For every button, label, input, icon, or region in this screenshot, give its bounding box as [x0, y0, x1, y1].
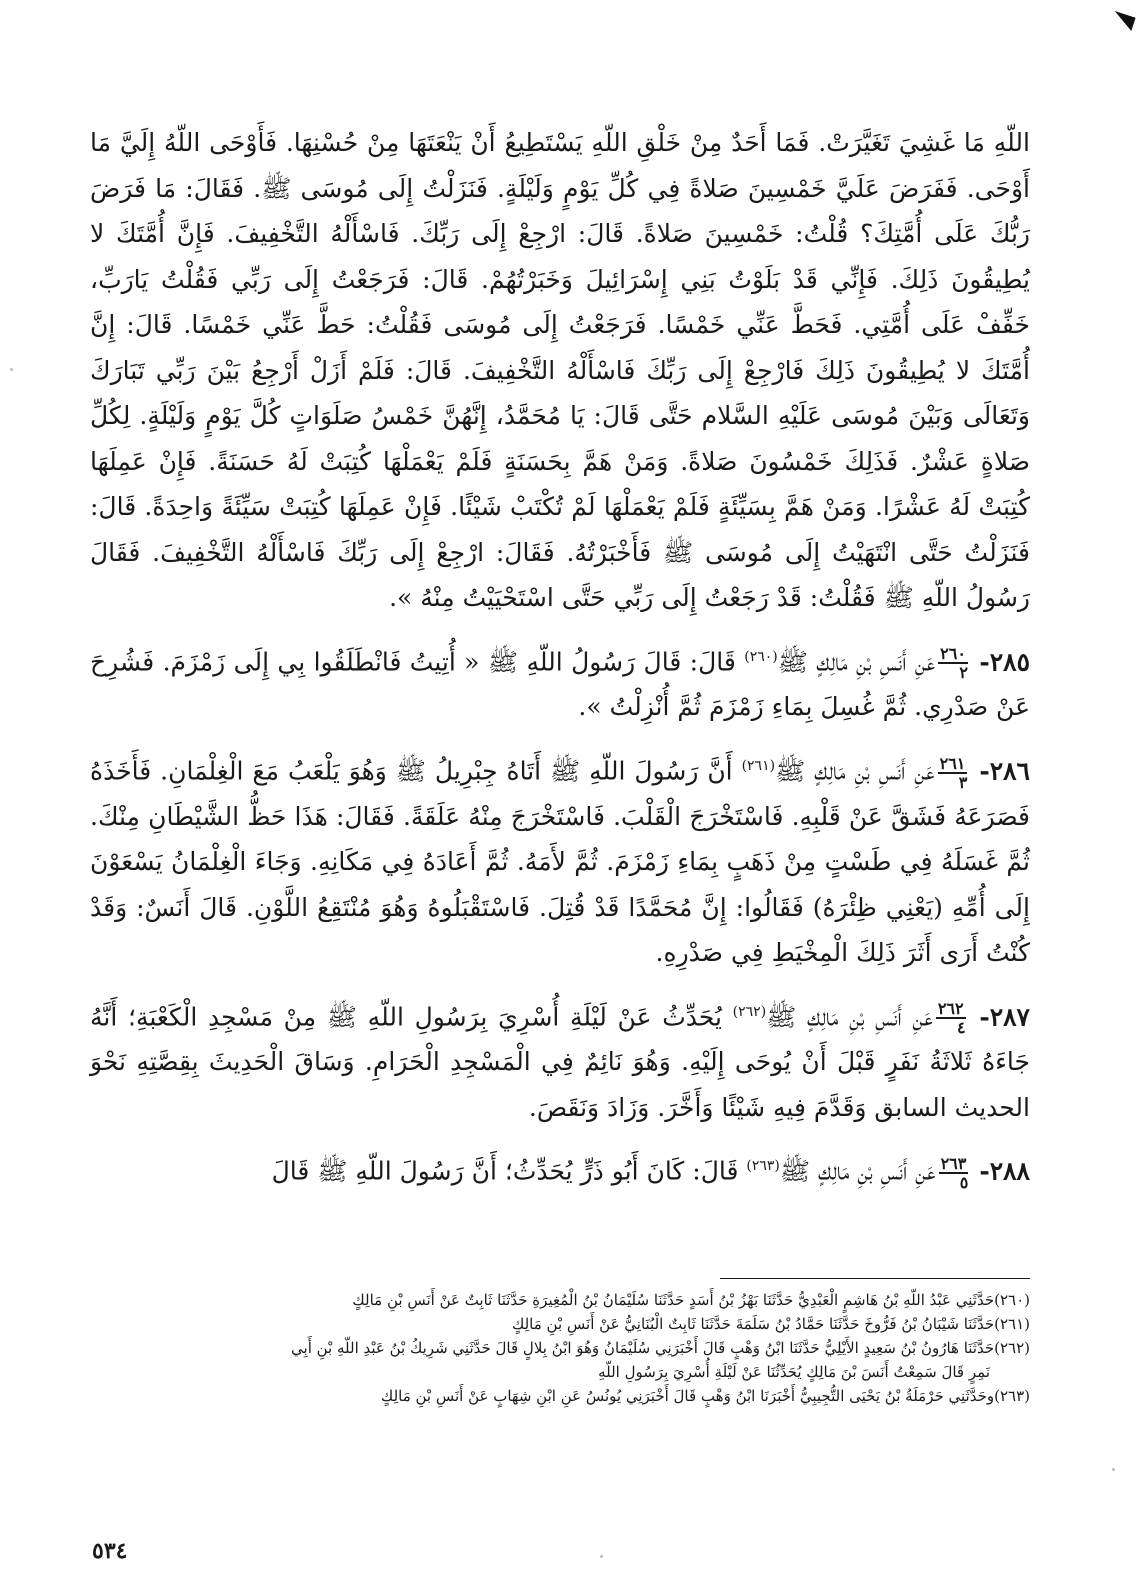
hadith-narrator: عَنِ أَنَسِ بْنِ مَالِكٍ ﷺ [779, 1156, 936, 1186]
hadith-285 [90, 635, 1030, 730]
footnote-262: (٢٦٢)حَدَّثَنَا هَارُونُ بْنُ سَعِيدٍ الأَيْلِيُّ حَدَّثَنَا ابْنُ وَهْبٍ قَالَ أَخْبَرَنِي سُلَيْمَانُ وَهُوَ ابْنُ بِلالٍ قَالَ حَدَّثَنِي شَرِيكُ بْنُ عَبْدِ اللّهِ بْنِ أَبِي [291, 1339, 1030, 1357]
hadith-fraction: $\frac{٢٦٣}{٥}$ [940, 1154, 969, 1193]
hadith-fraction: $\frac{٢٦٢}{٤}$ [937, 999, 966, 1038]
hadith-text: قَالَ: قَالَ رَسُولُ اللّهِ ﷺ « أُتِيتُ فَانْطَلَقُوا بِي إِلَى زَمْزَمَ. فَشُرِحَ عَنْ صَدْرِي. ثُمَّ غُسِلَ بِمَاءِ زَمْزَمَ ثُمَّ أُنْزِلْتُ ». [90, 646, 1030, 722]
page-number: ٥٣٤ [92, 1538, 128, 1564]
hadith-number: ٢٨٦- [979, 756, 1030, 786]
hadith-narrator: عَنِ أَنَسِ بْنِ مَالِكٍ ﷺ [775, 756, 935, 786]
hadith-287 [90, 990, 1030, 1131]
hadith-text: قَالَ: كَانَ أَبُو ذَرٍّ يُحَدِّثُ؛ أَنَّ رَسُولَ اللّهِ ﷺ قَالَ [271, 1156, 739, 1186]
footnote-260: (٢٦٠)حَدَّثَنِي عَبْدُ اللّهِ بْنُ هَاشِمٍ الْعَبْدِيُّ حَدَّثَنَا بَهْزُ بْنُ أَسَدٍ حَدَّثَنَا سُلَيْمَانُ بْنُ الْمُغِيرَةِ حَدَّثَنَا ثَابِتٌ عَنْ أَنَسِ بْنِ مَالِكٍ [352, 1291, 1030, 1309]
hadith-fraction: $\frac{٢٦١}{٣}$ [939, 753, 968, 792]
footnote-divider [720, 1278, 1030, 1279]
page-body [90, 120, 1030, 1208]
footnote-262-continuation: نَمِرٍ قَالَ سَمِعْتُ أَنَسَ بْنَ مَالِكٍ يُحَدِّثُنَا عَنْ لَيْلَةِ أُسْرِيَ بِرَسُولِ اللّهِ [598, 1363, 990, 1381]
footnote-ref: (٢٦٠) [744, 648, 778, 665]
footnote-ref: (٢٦١) [741, 757, 776, 774]
margin-dot [600, 1555, 603, 1558]
margin-dot [10, 368, 13, 371]
hadith-text: يُحَدِّثُ عَنْ لَيْلَةِ أُسْرِيَ بِرَسُولِ اللّهِ ﷺ مِنْ مَسْجِدِ الْكَعْبَةِ؛ أَنَّهُ جَاءَهُ ثَلاثَةُ نَفَرٍ قَبْلَ أَنْ يُوحَى إِلَيْهِ. وَهُوَ نَائِمٌ فِي الْمَسْجِدِ الْحَرَامِ. وَسَاقَ الْحَدِيثَ بِقِصَّتِهِ نَحْوَ الحديث السابق وَقَدَّمَ فِيهِ شَيْئًا وَأَخَّرَ. وَزَادَ وَنَقَصَ. [90, 1001, 1030, 1122]
footnote-261: (٢٦١)حَدَّثَنَا شَيْبَانُ بْنُ فَرُّوخَ حَدَّثَنَا حَمَّادُ بْنُ سَلَمَةَ حَدَّثَنَا ثَابِتٌ الْبُنَانِيُّ عَنْ أَنَسِ بْنِ مَالِكٍ [511, 1315, 1030, 1333]
hadith-286 [90, 744, 1030, 976]
footnote-ref: (٢٦٣) [746, 1158, 780, 1175]
hadith-number: ٢٨٧- [979, 1001, 1030, 1031]
footnote-263: (٢٦٣)وحَدَّثَنِي حَرْمَلَةُ بْنُ يَحْيَى التُّجِيبِيُّ أَخْبَرَنَا ابْنُ وَهْبٍ قَالَ أَخْبَرَنِي يُونُسُ عَنِ ابْنِ شِهَابٍ عَنْ أَنَسِ بْنِ مَالِكٍ [380, 1387, 1030, 1405]
hadith-number: ٢٨٨- [979, 1156, 1030, 1186]
footnotes [90, 1288, 1030, 1408]
hadith-narrator: عَنِ أَنَسِ بْنِ مَالِكٍ ﷺ [777, 646, 936, 676]
corner-mark [1110, 11, 1135, 31]
paragraph-text: اللّهِ مَا غَشِيَ تَغَيَّرَتْ. فَمَا أَحَدٌ مِنْ خَلْقِ اللّهِ يَسْتَطِيعُ أَنْ يَنْعَتَهَا مِنْ حُسْنِهَا. فَأَوْحَى اللّهُ إِلَيَّ مَا أَوْحَى. فَفَرَضَ عَلَيَّ خَمْسِينَ صَلاةً فِي كُلِّ يَوْمٍ وَلَيْلَةٍ. فَنَزَلْتُ إِلَى مُوسَى ﷺ. فَقَالَ: مَا فَرَضَ رَبُّكَ عَلَى أُمَّتِكَ؟ قُلْتُ: خَمْسِينَ صَلاةً. قَالَ: ارْجِعْ إِلَى رَبِّكَ. فَاسْأَلْهُ التَّخْفِيفَ. فَإِنَّ أُمَّتَكَ لا يُطِيقُونَ ذَلِكَ. فَإِنِّي قَدْ بَلَوْتُ بَنِي إِسْرَائِيلَ وَخَبَرْتُهُمْ. قَالَ: فَرَجَعْتُ إِلَى رَبِّي فَقُلْتُ يَارَبِّ، خَفِّفْ عَلَى أُمَّتِي. فَحَطَّ عَنِّي خَمْسًا. فَرَجَعْتُ إِلَى مُوسَى فَقُلْتُ: حَطَّ عَنِّي خَمْسًا. قَالَ: إِنَّ أُمَّتَكَ لا يُطِيقُونَ ذَلِكَ فَارْجِعْ إِلَى رَبِّكَ فَاسْأَلْهُ التَّخْفِيفَ. قَالَ: فَلَمْ أَزَلْ أَرْجِعُ بَيْنَ رَبِّي تَبَارَكَ وَتَعَالَى وَبَيْنَ مُوسَى عَلَيْهِ السَّلام حَتَّى قَالَ: يَا مُحَمَّدُ، إِنَّهُنَّ خَمْسُ صَلَوَاتٍ كُلَّ يَوْمٍ وَلَيْلَةٍ. لِكُلِّ صَلاةٍ عَشْرٌ. فَذَلِكَ خَمْسُونَ صَلاةً. وَمَنْ هَمَّ بِحَسَنَةٍ فَلَمْ يَعْمَلْهَا كُتِبَتْ لَهُ حَسَنَةً. فَإِنْ عَمِلَهَا كُتِبَتْ لَهُ عَشْرًا. وَمَنْ هَمَّ بِسَيِّئَةٍ فَلَمْ يَعْمَلْهَا لَمْ تُكْتَبْ شَيْئًا. فَإِنْ عَمِلَهَا كُتِبَتْ سَيِّئَةً وَاحِدَةً. قَالَ: فَنَزَلْتُ حَتَّى انْتَهَيْتُ إِلَى مُوسَى ﷺ فَأَخْبَرْتُهُ. فَقَالَ: ارْجِعْ إِلَى رَبِّكَ فَاسْأَلْهُ التَّخْفِيفَ. فَقَالَ رَسُولُ اللّهِ ﷺ فَقُلْتُ: قَدْ رَجَعْتُ إِلَى رَبِّي حَتَّى اسْتَحْيَيْتُ مِنْهُ ». [90, 128, 1030, 612]
hadith-fraction: $\frac{٢٦٠}{٢}$ [940, 644, 968, 683]
hadith-288 [90, 1144, 1030, 1194]
footnote-ref: (٢٦٢) [732, 1003, 767, 1020]
paragraph-continuation [90, 120, 1030, 621]
hadith-number: ٢٨٥- [979, 646, 1031, 676]
hadith-text: أَنَّ رَسُولَ اللّهِ ﷺ أَتَاهُ جِبْرِيلُ ﷺ وَهُوَ يَلْعَبُ مَعَ الْغِلْمَانِ. فَأَخَذَهُ فَصَرَعَهُ فَشَقَّ عَنْ قَلْبِهِ. فَاسْتَخْرَجَ الْقَلْبَ. فَاسْتَخْرَجَ مِنْهُ عَلَقَةً. فَقَالَ: هَذَا حَظُّ الشَّيْطَانِ مِنْكَ. ثُمَّ غَسَلَهُ فِي طَسْتٍ مِنْ ذَهَبٍ بِمَاءِ زَمْزَمَ. ثُمَّ لأَمَهُ. ثُمَّ أَعَادَهُ فِي مَكَانِهِ. وَجَاءَ الْغِلْمَانُ يَسْعَوْنَ إِلَى أُمِّهِ (يَعْنِي ظِئْرَهُ) فَقَالُوا: إِنَّ مُحَمَّدًا قَدْ قُتِلَ. فَاسْتَقْبَلُوهُ وَهُوَ مُنْتَقِعُ اللَّوْنِ. قَالَ أَنَسٌ: وَقَدْ كُنْتُ أَرَى أَثَرَ ذَلِكَ الْمِخْيَطِ فِي صَدْرِهِ. [90, 756, 1030, 968]
hadith-narrator: عَنِ أَنَسِ بْنِ مَالِكٍ ﷺ [766, 1001, 933, 1031]
margin-dot [1112, 1468, 1115, 1471]
